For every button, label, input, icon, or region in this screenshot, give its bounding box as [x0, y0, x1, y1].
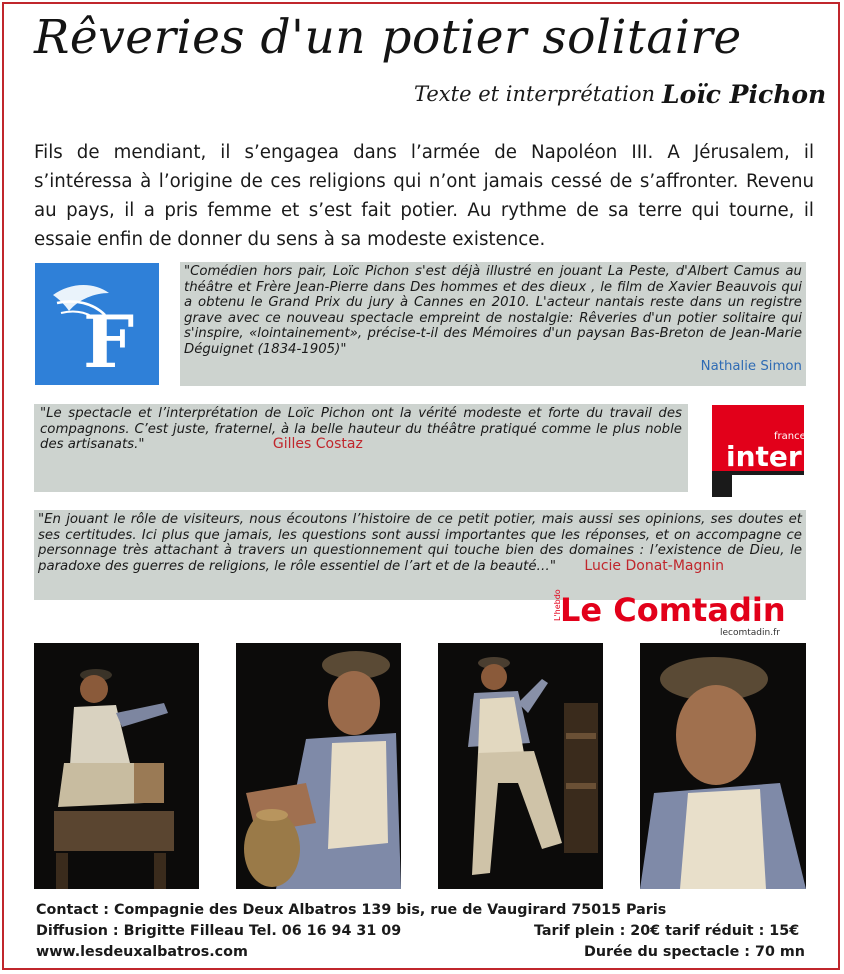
comtadin-prefix: L'hebdo: [553, 589, 562, 621]
inter-big-text: inter: [726, 440, 802, 473]
performance-photo-1: [34, 643, 199, 889]
france-inter-logo: [712, 405, 804, 497]
figaro-letter: F: [83, 299, 135, 384]
performance-photo-2: [236, 643, 401, 889]
quote-author: Nathalie Simon: [700, 359, 802, 374]
press-quote-figaro: [180, 262, 806, 386]
intro-paragraph: Fils de mendiant, il s’engagea dans l’armée de Napoléon III. A Jérusalem, il s’intéressa à l’origine de ces religions qui n’ont jamais cessé de s’affronter. Revenu au pays, il a pris femme et s’est fait potier. Au rythme de sa terre qui tourne, il essaie enfin de donner du sens à sa modeste existence.: [34, 142, 814, 250]
comtadin-logo: [550, 585, 800, 637]
france-inter-icon: [712, 405, 804, 497]
performance-photo-4: [640, 643, 806, 889]
comtadin-url: lecomtadin.fr: [720, 628, 780, 637]
author-name: Loïc Pichon: [662, 80, 827, 109]
page-title: Rêveries d'un potier solitaire: [34, 10, 742, 65]
quote-author: Gilles Costaz: [272, 436, 363, 452]
footer-website[interactable]: www.lesdeuxalbatros.com: [36, 944, 248, 960]
figaro-feather-icon: [35, 263, 159, 385]
press-quote-inter: [34, 404, 688, 492]
quote-text: "En jouant le rôle de visiteurs, nous écoutons l’histoire de ce petit potier, mais aussi ses opinions, ses doutes et ses certitudes. Ici plus que jamais, les questions sont aussi importantes que les réponses, et on accompagne ce personnage très attachant à travers un questionnement qui touche bien des domaines : l’existence de Dieu, le paradoxe des guerres de religions, le rôle essentiel de l’art et de la beauté…": [38, 512, 802, 574]
quote-author: Lucie Donat-Magnin: [584, 557, 725, 574]
figaro-logo: [35, 263, 159, 385]
quote-text: "Comédien hors pair, Loïc Pichon s'est déjà illustré en jouant La Peste, d'Albert Camus au théâtre et Frère Jean-Pierre dans Des hommes et des dieux , le film de Xavier Beauvois qui a obtenu le Grand Prix du jury à Cannes en 2010. L'acteur nantais reste dans un registre grave avec ce nouveau spectacle empreint de nostalgie: Rêveries d'un potier solitaire qui s'inspire, «lointainement», précise-t-il des Mémoires d'un paysan Bas-Breton de Jean-Marie Déguignet (1834-1905)": [184, 264, 802, 357]
page-subtitle: Texte et interprétation: [414, 82, 656, 106]
quote-text: "Le spectacle et l’interprétation de Loïc Pichon ont la vérité modeste et forte du travail des compagnons. C’est juste, fraternel, à la belle hauteur du théâtre pratiqué comme le plus noble des artisanats.": [40, 406, 682, 452]
footer-tarif: Tarif plein : 20€ tarif réduit : 15€: [534, 923, 800, 939]
performance-photo-3: [438, 643, 603, 889]
footer-diffusion: Diffusion : Brigitte Filleau Tel. 06 16 94 31 09: [36, 923, 402, 939]
inter-small-text: france: [774, 431, 804, 442]
footer-contact: Contact : Compagnie des Deux Albatros 139 bis, rue de Vaugirard 75015 Paris: [36, 902, 667, 918]
footer-duree: Durée du spectacle : 70 mn: [584, 944, 805, 960]
comtadin-name: Le Comtadin: [560, 591, 786, 629]
comtadin-wordmark-icon: [550, 585, 800, 637]
